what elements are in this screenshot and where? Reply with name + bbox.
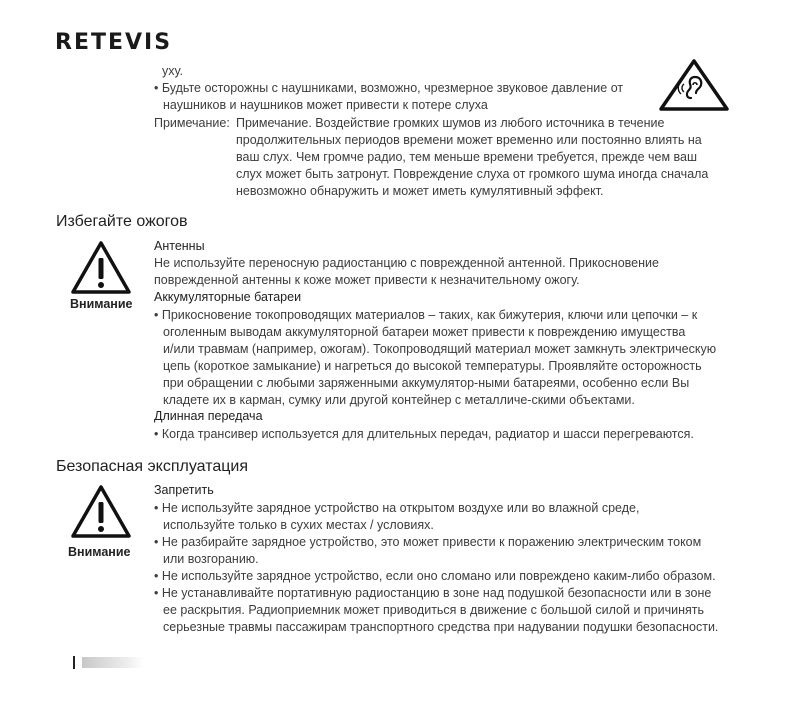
antennas-line: поврежденной антенны к коже может привести к незначительному ожогу. <box>154 273 580 287</box>
safety-line: используйте только в сухих местах / условиях. <box>163 518 434 532</box>
antennas-title: Антенны <box>154 239 205 253</box>
safety-line: или возгоранию. <box>163 552 259 566</box>
note-line: ваш слух. Чем громче радио, тем меньше времени требуется, прежде чем ваш <box>236 150 698 164</box>
batteries-line: кладете их в карман, сумку или другой контейнер с металличе-скими объектами. <box>163 393 635 407</box>
hearing-line: • Будьте осторожны с наушниками, возможно, чрезмерное звуковое давление от <box>154 81 624 95</box>
safety-line: серьезные травмы пассажирам транспортного средства при надувании подушки безопасности. <box>163 620 719 634</box>
batteries-line: цепь (короткое замыкание) и нагреться до высокой температуры. Проявляйте осторожность <box>163 359 702 373</box>
section-title-burns: Избегайте ожогов <box>56 213 188 230</box>
forbid-title: Запретить <box>154 483 214 497</box>
hearing-line: уху. <box>162 64 183 78</box>
batteries-line: при обращении с любыми заряженными аккумулятор-ными батареями, особенно если Вы <box>163 376 690 390</box>
safety-line: ее раскрытия. Радиоприемник может приводиться в движение с большой силой и причинять <box>163 603 705 617</box>
caution-triangle-icon <box>70 484 132 540</box>
footer-tick <box>73 656 75 669</box>
safety-line: • Не разбирайте зарядное устройство, это может привести к поражению электрическим током <box>154 535 702 549</box>
footer-gradient-bar <box>82 657 144 668</box>
caution-label: Внимание <box>70 297 133 311</box>
note-line: продолжительных периодов времени может временно или постоянно влиять на <box>236 133 702 147</box>
hearing-warning-icon <box>658 58 730 112</box>
brand-logo: RETEVIS <box>55 30 173 55</box>
batteries-line: оголенным выводам аккумуляторной батареи может привести к повреждению имущества <box>163 325 686 339</box>
antennas-line: Не используйте переносную радиостанцию с поврежденной антенной. Прикосновение <box>154 256 659 270</box>
transmission-line: • Когда трансивер используется для длительных передач, радиатор и шасси перегреваются. <box>154 427 694 441</box>
note-line: Примечание. Воздействие громких шумов из любого источника в течение <box>236 116 665 130</box>
safety-line: • Не используйте зарядное устройство, если оно сломано или повреждено каким-либо образом. <box>154 569 716 583</box>
batteries-title: Аккумуляторные батареи <box>154 290 302 304</box>
batteries-line: • Прикосновение токопроводящих материалов – таких, как бижутерия, ключи или цепочки – к <box>154 308 698 322</box>
safety-line: • Не устанавливайте портативную радиостанцию в зоне над подушкой безопасности или в зоне <box>154 586 712 600</box>
hearing-line: наушников и наушников может привести к потере слуха <box>163 98 488 112</box>
note-line: слух может быть затронут. Повреждение слуха от громкого шума иногда сначала <box>236 167 709 181</box>
safety-line: • Не используйте зарядное устройство на открытом воздухе или во влажной среде, <box>154 501 640 515</box>
caution-label: Внимание <box>68 545 131 559</box>
section-title-safety: Безопасная эксплуатация <box>56 458 249 475</box>
note-label: Примечание: <box>154 116 230 130</box>
caution-triangle-icon <box>70 240 132 296</box>
batteries-line: и/или травмам (например, ожогам). Токопроводящий материал может замкнуть электрическую <box>163 342 717 356</box>
transmission-title: Длинная передача <box>154 409 263 423</box>
note-line: невозможно обнаружить и может иметь кумулятивный эффект. <box>236 184 604 198</box>
